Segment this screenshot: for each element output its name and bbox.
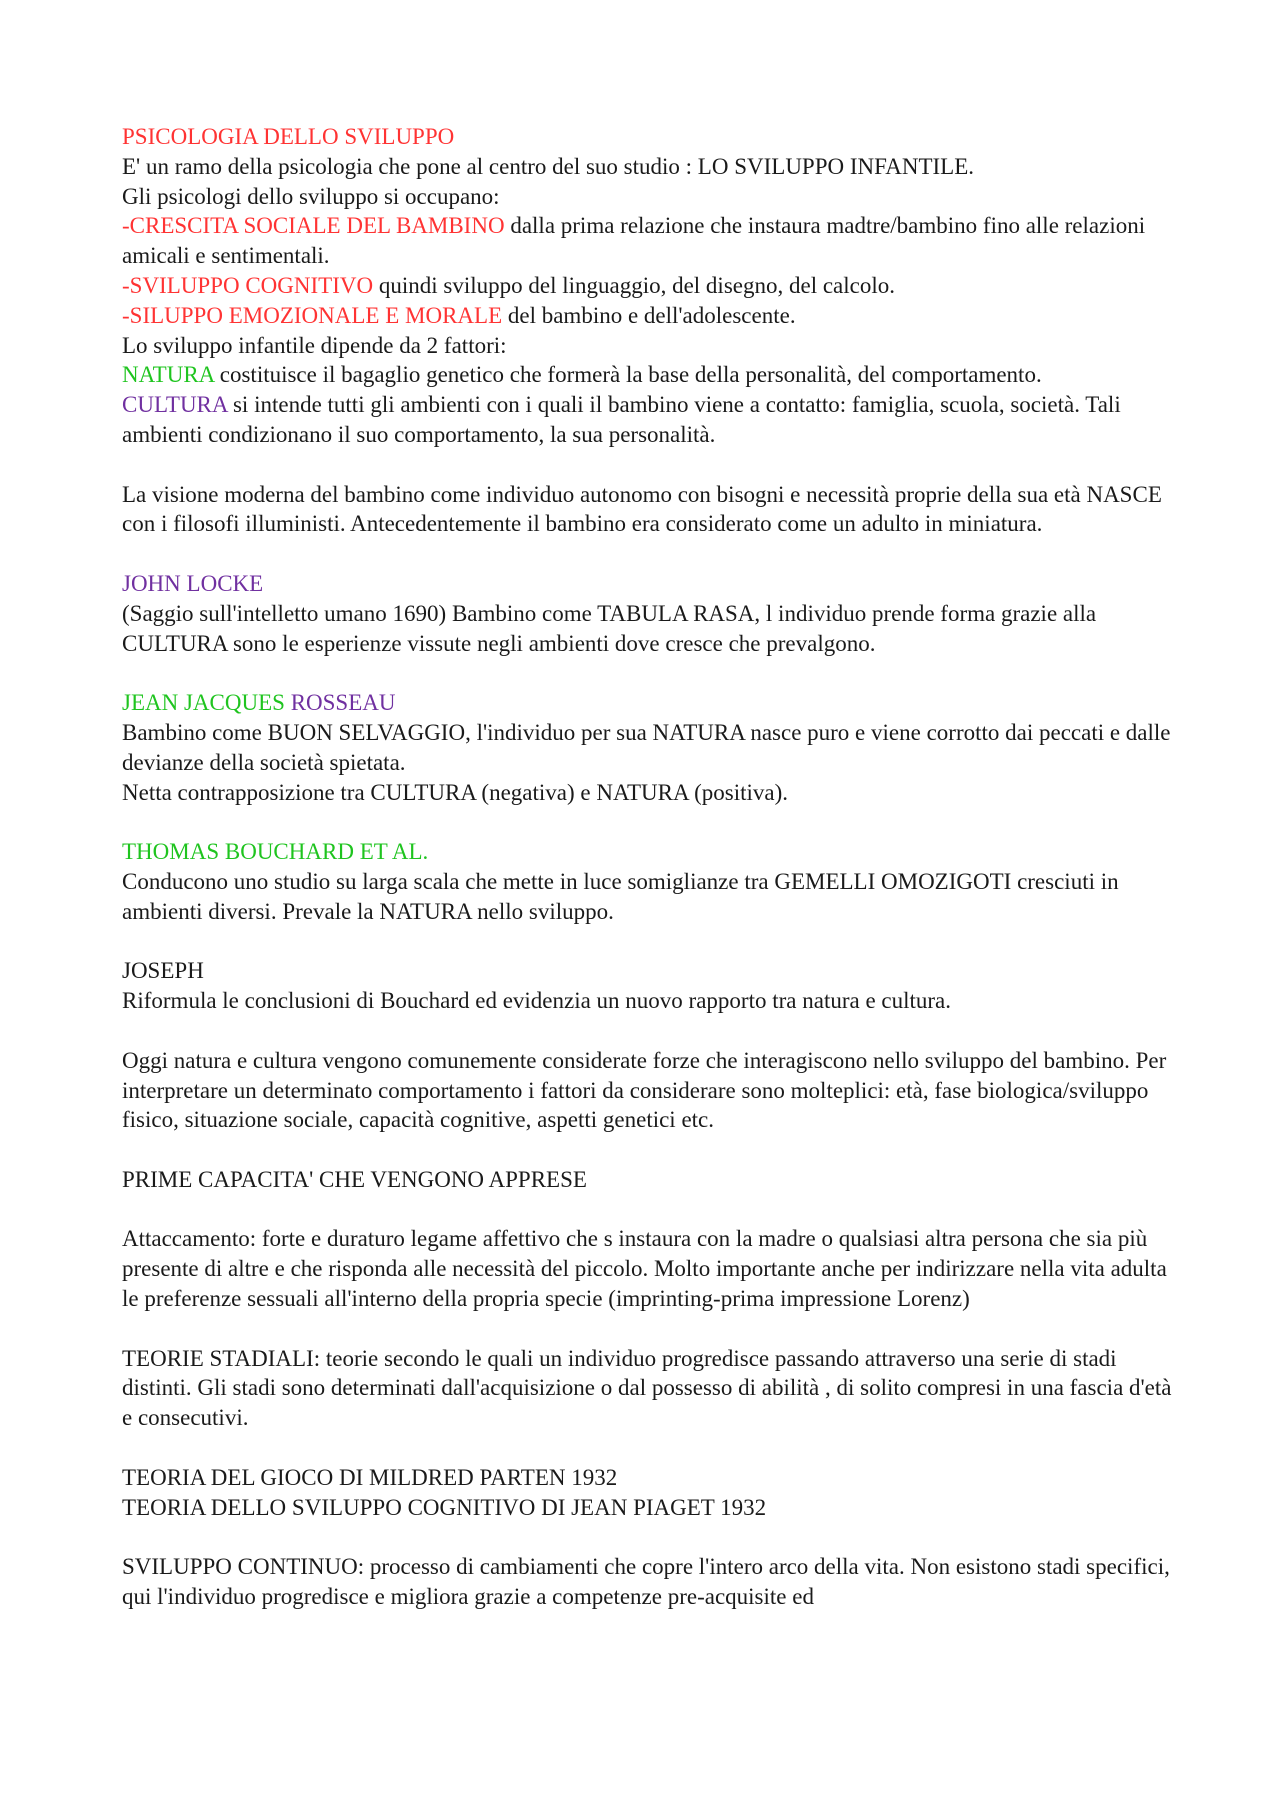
spacer bbox=[122, 658, 1172, 688]
document-page bbox=[122, 122, 1172, 1612]
factor-cultura bbox=[122, 390, 1172, 450]
intro-line-2: Gli psicologi dello sviluppo si occupano: bbox=[122, 183, 500, 209]
teoria-gioco-line: TEORIA DEL GIOCO DI MILDRED PARTEN 1932 bbox=[122, 1464, 618, 1490]
topic-cognitive bbox=[122, 271, 1172, 301]
factor-cultura-text: si intende tutti gli ambienti con i quali il bambino viene a contatto: famiglia, scuola, società. Tali ambienti condizionano il suo comportamento, la sua personalità. bbox=[122, 392, 1121, 447]
modern-view-paragraph: La visione moderna del bambino come individuo autonomo con bisogni e necessità proprie della sua età NASCE con i filosofi illuministi. Antecedentemente il bambino era considerato come un adulto in miniatura. bbox=[122, 481, 1162, 537]
intro-line-1: E' un ramo della psicologia che pone al centro del suo studio : LO SVILUPPO INFANTILE. bbox=[122, 153, 974, 179]
topic-emotional-text: del bambino e dell'adolescente. bbox=[502, 302, 796, 328]
spacer bbox=[122, 1314, 1172, 1344]
spacer bbox=[122, 1433, 1172, 1463]
rousseau-paragraph-2: Netta contrapposizione tra CULTURA (negativa) e NATURA (positiva). bbox=[122, 779, 789, 805]
factor-natura bbox=[122, 360, 1172, 390]
topic-cognitive-text: quindi sviluppo del linguaggio, del disegno, del calcolo. bbox=[373, 272, 895, 298]
factors-line: Lo sviluppo infantile dipende da 2 fattori: bbox=[122, 332, 507, 358]
joseph-heading: JOSEPH bbox=[122, 958, 204, 984]
spacer bbox=[122, 807, 1172, 837]
rousseau-heading-part2: ROSSEAU bbox=[290, 690, 396, 716]
factor-natura-text: costituisce il bagaglio genetico che formerà la base della personalità, del comportamento. bbox=[214, 362, 1042, 388]
locke-paragraph: (Saggio sull'intelletto umano 1690) Bambino come TABULA RASA, l individuo prende forma grazie alla CULTURA sono le esperienze vissute negli ambienti dove cresce che prevalgono. bbox=[122, 600, 1097, 656]
bouchard-heading: THOMAS BOUCHARD ET AL. bbox=[122, 839, 429, 865]
spacer bbox=[122, 450, 1172, 480]
topic-emotional bbox=[122, 301, 1172, 331]
locke-heading: JOHN LOCKE bbox=[122, 570, 264, 596]
topic-social-growth-highlight: -CRESCITA SOCIALE DEL BAMBINO bbox=[122, 213, 505, 239]
teoria-piaget-line: TEORIA DELLO SVILUPPO COGNITIVO DI JEAN PIAGET 1932 bbox=[122, 1494, 767, 1520]
joseph-paragraph: Riformula le conclusioni di Bouchard ed evidenzia un nuovo rapporto tra natura e cultura. bbox=[122, 988, 952, 1014]
topic-social-growth bbox=[122, 211, 1172, 271]
spacer bbox=[122, 1135, 1172, 1165]
spacer bbox=[122, 1522, 1172, 1552]
prime-capacita-heading: PRIME CAPACITA' CHE VENGONO APPRESE bbox=[122, 1166, 587, 1192]
topic-social-growth-text: dalla prima relazione che instaura madtre/bambino fino alle relazioni amicali e sentimentali. bbox=[122, 213, 1146, 269]
spacer bbox=[122, 539, 1172, 569]
factor-cultura-highlight: CULTURA bbox=[122, 392, 228, 418]
today-paragraph: Oggi natura e cultura vengono comunemente considerate forze che interagiscono nello sviluppo del bambino. Per interpretare un determinato comportamento i fattori da considerare sono molteplici: età, fase biologica/sviluppo fisico, situazione sociale, capacità cognitive, aspetti genetici etc. bbox=[122, 1047, 1167, 1133]
factor-natura-highlight: NATURA bbox=[122, 362, 215, 388]
rousseau-heading-part1: JEAN JACQUES bbox=[122, 690, 291, 716]
rousseau-paragraph-1: Bambino come BUON SELVAGGIO, l'individuo per sua NATURA nasce puro e viene corrotto dai peccati e dalle devianze della società spietata. bbox=[122, 719, 1171, 775]
spacer bbox=[122, 1195, 1172, 1225]
topic-emotional-highlight: -SILUPPO EMOZIONALE E MORALE bbox=[122, 302, 503, 328]
rousseau-heading bbox=[122, 688, 1172, 718]
attaccamento-paragraph: Attaccamento: forte e duraturo legame affettivo che s instaura con la madre o qualsiasi altra persona che sia più presente di altre e che risponda alle necessità del piccolo. Molto importante anche per indirizzare nella vita adulta le preferenze sessuali all'interno della propria specie (imprinting-prima impressione Lorenz) bbox=[122, 1226, 1167, 1312]
document-title: PSICOLOGIA DELLO SVILUPPO bbox=[122, 124, 455, 149]
topic-cognitive-highlight: -SVILUPPO COGNITIVO bbox=[122, 272, 374, 298]
bouchard-paragraph: Conducono uno studio su larga scala che mette in luce somiglianze tra GEMELLI OMOZIGOTI cresciuti in ambienti diversi. Prevale la NATURA nello sviluppo. bbox=[122, 868, 1119, 924]
spacer bbox=[122, 1016, 1172, 1046]
teorie-stadiali-paragraph: TEORIE STADIALI: teorie secondo le quali un individuo progredisce passando attraverso una serie di stadi distinti. Gli stadi sono determinati dall'acquisizione o dal possesso di abilità , di solito compresi in una fascia d'età e consecutivi. bbox=[122, 1345, 1172, 1431]
sviluppo-continuo-paragraph: SVILUPPO CONTINUO: processo di cambiamenti che copre l'intero arco della vita. Non esistono stadi specifici, qui l'individuo progredisce e migliora grazie a competenze pre-acquisite ed bbox=[122, 1554, 1170, 1610]
spacer bbox=[122, 927, 1172, 957]
